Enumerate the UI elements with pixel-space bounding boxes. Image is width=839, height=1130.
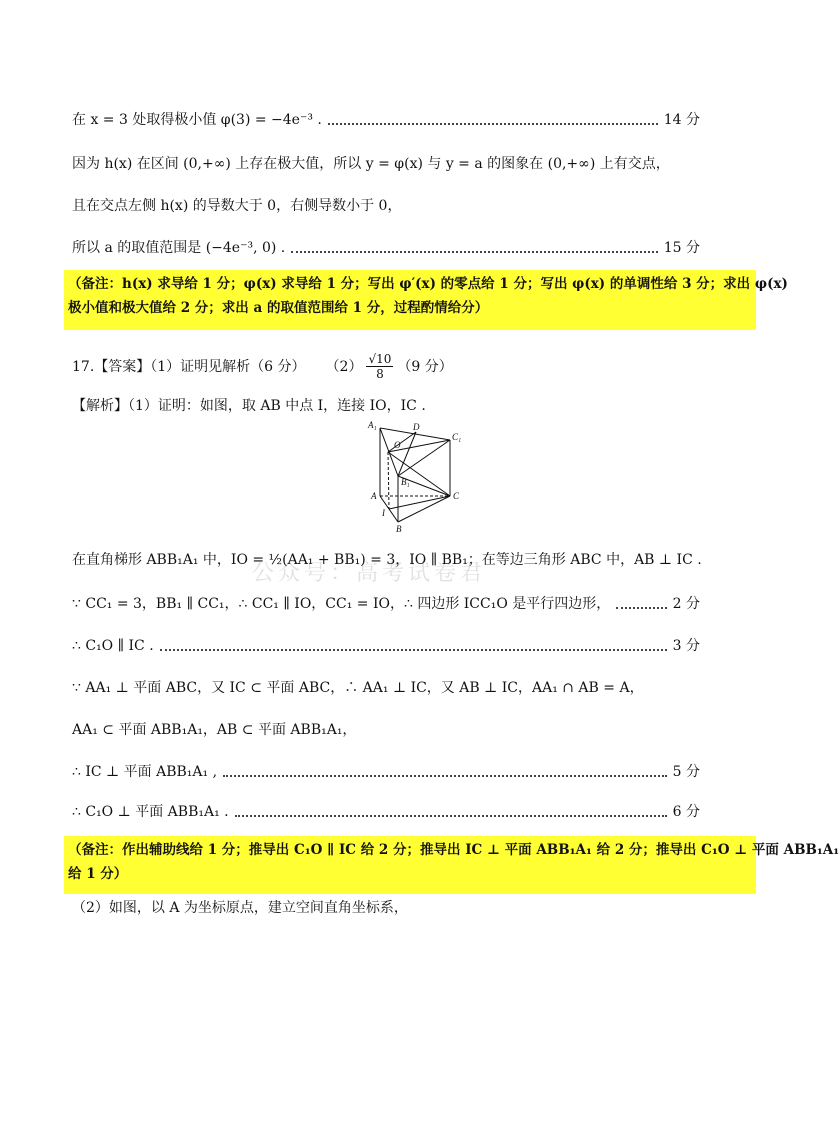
part2-label: （2） [325, 358, 363, 375]
line-text: （2）如图，以 A 为坐标原点，建立空间直角坐标系， [72, 900, 408, 916]
leader-dots [223, 775, 667, 777]
proof-line-4 [72, 678, 700, 698]
proof-line-3 [72, 636, 700, 656]
score-label: 6 分 [672, 804, 700, 820]
leader-dots [328, 123, 658, 125]
fraction-denominator: 8 [376, 367, 384, 381]
note-highlight-2 [64, 836, 839, 894]
proof-line-2 [72, 594, 700, 614]
note-line: 极小值和极大值给 2 分；求出 a 的取值范围给 1 分，过程酌情给分） [68, 300, 489, 316]
part2-intro [72, 898, 700, 918]
note-highlight-1 [64, 270, 788, 330]
answer-heading: 17.【答案】（1）证明见解析（6 分） [72, 358, 306, 375]
proof-line-7 [72, 802, 700, 822]
label-a1: A₁ [368, 420, 377, 430]
proof-line-6 [72, 762, 700, 782]
note-line: 给 1 分） [68, 866, 128, 882]
line-max-value [72, 154, 700, 174]
leader-dots [616, 607, 666, 609]
label-a: A [371, 491, 377, 501]
note-line: （备注：作出辅助线给 1 分；推导出 C₁O ∥ IC 给 2 分；推导出 IC ⊥ 平面 ABB₁A₁ 给 2 分；推导出 C₁O ⊥ 平面 ABB₁A₁ [68, 842, 839, 858]
note-line: （备注：h(x) 求导给 1 分；φ(x) 求导给 1 分；写出 φ′(x) 的零点给 1 分；写出 φ(x) 的单调性给 3 分；求出 φ(x) [68, 276, 788, 292]
watermark-text: 公众号：高考试卷君 [252, 561, 487, 586]
score-label: 3 分 [672, 638, 700, 654]
analysis-line [72, 396, 700, 416]
line-text: ∵ CC₁ = 3，BB₁ ∥ CC₁，∴ CC₁ ∥ IO，CC₁ = IO，∴ 四边形 ICC₁O 是平行四边形， [72, 596, 611, 612]
leader-dots [235, 815, 667, 817]
line-min-value [72, 110, 700, 130]
label-d: D [413, 422, 420, 432]
proof-line-5 [72, 720, 700, 740]
q17-heading [72, 352, 700, 381]
label-o: O [394, 440, 401, 450]
line-range [72, 238, 700, 258]
score-label: 2 分 [672, 596, 700, 612]
label-i: I [382, 508, 385, 518]
line-text: 在 x = 3 处取得极小值 φ(3) = −4e⁻³ . [72, 112, 322, 128]
line-text: ∴ C₁O ∥ IC . [72, 638, 154, 654]
label-c1: C₁ [452, 432, 462, 442]
line-text: 【解析】（1）证明：如图，取 AB 中点 I，连接 IO，IC . [72, 398, 426, 414]
score-label: 5 分 [672, 764, 700, 780]
line-text: ∵ AA₁ ⊥ 平面 ABC，又 IC ⊂ 平面 ABC，∴ AA₁ ⊥ IC，又 AB ⊥ IC，AA₁ ∩ AB = A， [72, 680, 644, 696]
line-text: 且在交点左侧 h(x) 的导数大于 0，右侧导数小于 0， [72, 198, 402, 214]
edge-o-i [388, 452, 389, 509]
label-b: B [396, 524, 402, 534]
score-label: 14 分 [663, 112, 700, 128]
line-text: AA₁ ⊂ 平面 ABB₁A₁，AB ⊂ 平面 ABB₁A₁， [72, 722, 357, 738]
line-text: 所以 a 的取值范围是 (−4e⁻³, 0) . [72, 240, 286, 256]
leader-dots [291, 251, 657, 253]
line-text: ∴ IC ⊥ 平面 ABB₁A₁ , [72, 764, 218, 780]
line-text: 在直角梯形 ABB₁A₁ 中，IO = ½(AA₁ + BB₁) = 3，IO ∥ BB₁；在等边三角形 ABC 中，AB ⊥ IC . [72, 552, 702, 568]
leader-dots [160, 649, 667, 651]
label-c: C [453, 491, 460, 501]
prism-figure [366, 418, 476, 534]
fraction [366, 352, 393, 381]
edge-b-c [398, 496, 450, 522]
line-text: ∴ C₁O ⊥ 平面 ABB₁A₁ . [72, 804, 229, 820]
fraction-numerator: √10 [368, 352, 392, 366]
proof-line-1 [72, 550, 700, 570]
line-text: 因为 h(x) 在区间 (0,+∞) 上存在极大值，所以 y = φ(x) 与 y = a 的图象在 (0,+∞) 上有交点， [72, 156, 670, 172]
score-label: 15 分 [663, 240, 700, 256]
part2-score: （9 分） [397, 358, 453, 375]
line-derivative [72, 196, 700, 216]
label-b1: B₁ [401, 477, 410, 487]
